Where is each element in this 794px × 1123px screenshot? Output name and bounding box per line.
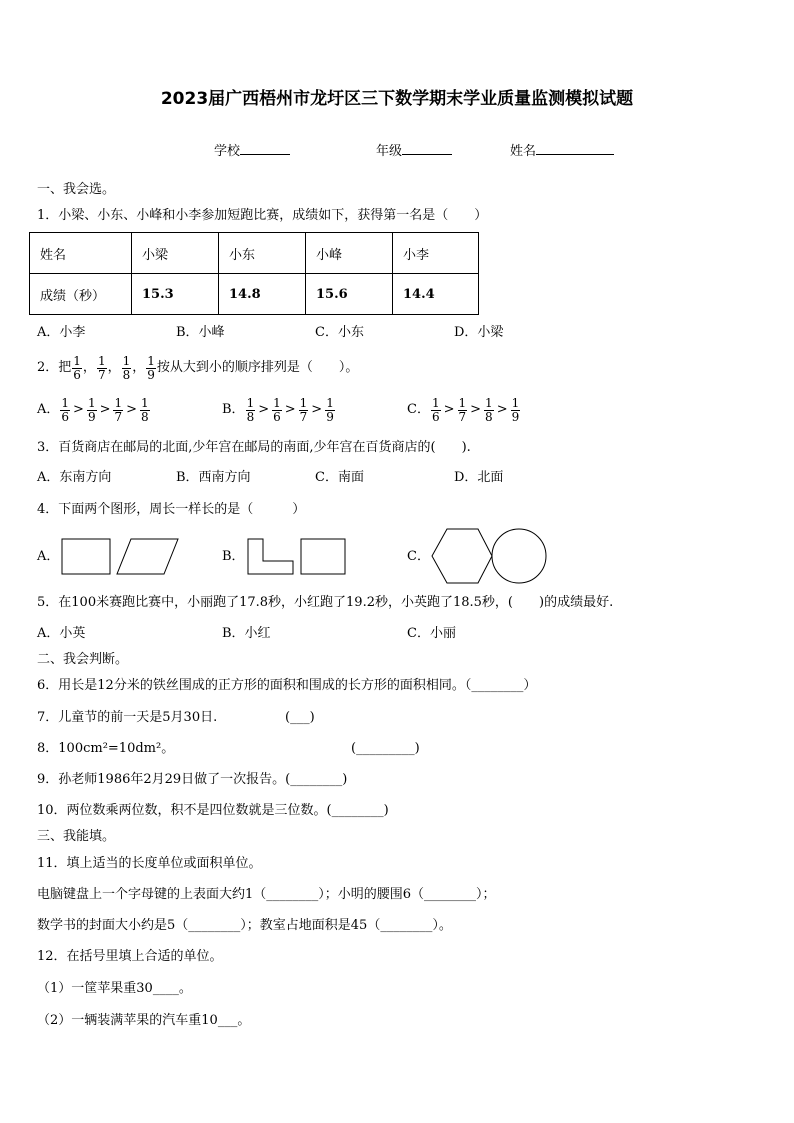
table-cell: 姓名: [30, 233, 132, 274]
fraction: $\frac{1}{9}$: [147, 353, 155, 382]
page-title: 2023届广西梧州市龙圩区三下数学期末学业质量监测模拟试题: [160, 89, 634, 109]
q3-option-a[interactable]: A．东南方向: [37, 470, 112, 485]
q8-answer-blank[interactable]: (_________): [351, 741, 420, 756]
fraction: $\frac{1}{7}$: [458, 395, 467, 424]
q2-option-c[interactable]: C． $\frac{1}{6}$ > $\frac{1}{7}$ > $\frac{1}{8}$ > $\frac{1}{9}$: [407, 395, 520, 424]
q1-option-d[interactable]: D．小梁: [454, 325, 504, 340]
question-11: 11．填上适当的长度单位或面积单位。: [37, 856, 262, 871]
fraction: $\frac{1}{6}$: [273, 395, 281, 424]
table-cell: 15.3: [132, 274, 219, 315]
table-cell: 小峰: [306, 233, 393, 274]
table-cell: 14.8: [219, 274, 306, 315]
q1-option-a[interactable]: A．小李: [37, 325, 86, 340]
question-6: 6．用长是12分米的铁丝围成的正方形的面积和围成的长方形的面积相同。（________）: [37, 678, 537, 693]
name-label: 姓名: [510, 144, 537, 159]
question-8: 8．100cm²=10dm²。: [37, 741, 175, 756]
question-1: 1．小梁、小东、小峰和小李参加短跑比赛，成绩如下，获得第一名是（ ）: [37, 208, 488, 223]
q11-line-1: 电脑键盘上一个字母键的上表面大约1（________）；小明的腰围6（________）；: [37, 887, 496, 902]
fraction: $\frac{1}{6}$: [73, 353, 81, 382]
question-5: 5．在100米赛跑比赛中，小丽跑了17.8秒，小红跑了19.2秒，小英跑了18.5秒，( )的成绩最好.: [37, 595, 614, 610]
fraction: $\frac{1}{8}$: [141, 395, 149, 424]
q2-option-b[interactable]: B． $\frac{1}{8}$ > $\frac{1}{6}$ > $\frac{1}{7}$ > $\frac{1}{9}$: [222, 395, 334, 424]
q3-option-d[interactable]: D．北面: [454, 470, 504, 485]
table-cell: 14.4: [393, 274, 479, 315]
q3-option-b[interactable]: B．西南方向: [176, 470, 251, 485]
q7-answer-blank[interactable]: (___): [285, 710, 315, 725]
fraction: $\frac{1}{6}$: [61, 395, 70, 424]
q11-line-2: 数学书的封面大小约是5（________）；教室占地面积是45（________）。: [37, 918, 452, 933]
table-cell: 小东: [219, 233, 306, 274]
question-4: 4．下面两个图形，周长一样长的是（ ）: [37, 502, 306, 517]
square-shape: [62, 539, 110, 574]
q5-option-c[interactable]: C．小丽: [407, 626, 456, 641]
l-shape: [248, 539, 293, 574]
question-2: 2．把 $\frac{1}{6}$ ， $\frac{1}{7}$ ， $\frac{1}{8}$ ， $\frac{1}{9}$ 按从大到小的顺序排列是（ ）。: [37, 353, 359, 382]
q5-option-b[interactable]: B．小红: [222, 626, 271, 641]
q4-option-c[interactable]: C．: [407, 549, 430, 564]
fraction: $\frac{1}{9}$: [511, 395, 520, 424]
question-10: 10．两位数乘两位数，积不是四位数就是三位数。(________): [37, 803, 389, 818]
q12-sub-2: （2）一辆装满苹果的汽车重10___。: [37, 1013, 251, 1028]
parallelogram-shape: [117, 539, 178, 574]
question-7: 7．儿童节的前一天是5月30日.: [37, 710, 218, 725]
fraction: $\frac{1}{8}$: [122, 353, 131, 382]
question-9: 9．孙老师1986年2月29日做了一次报告。(________): [37, 772, 348, 787]
question-12: 12．在括号里填上合适的单位。: [37, 949, 223, 964]
section-heading: 二、我会判断。: [37, 652, 129, 667]
q12-sub-1: （1）一筐苹果重30____。: [37, 981, 192, 996]
question-3: 3．百货商店在邮局的北面,少年宫在邮局的南面,少年宫在百货商店的( ).: [37, 440, 471, 455]
q2-suffix: 按从大到小的顺序排列是（ ）。: [156, 360, 359, 375]
q5-option-a[interactable]: A．小英: [37, 626, 86, 641]
q1-option-b[interactable]: B．小峰: [176, 325, 225, 340]
fraction: $\frac{1}{9}$: [326, 395, 334, 424]
grade-label: 年级: [376, 144, 403, 159]
q2-prefix: 2．把: [37, 360, 72, 375]
table-cell: 15.6: [306, 274, 393, 315]
school-label: 学校: [214, 144, 241, 159]
q1-option-c[interactable]: C．小东: [315, 325, 364, 340]
table-cell: 小梁: [132, 233, 219, 274]
square-shape: [301, 539, 345, 574]
section-heading: 一、我会选。: [37, 182, 116, 197]
fraction: $\frac{1}{8}$: [485, 395, 493, 424]
table-cell: 成绩（秒）: [30, 274, 132, 315]
q2-option-a[interactable]: A． $\frac{1}{6}$ > $\frac{1}{9}$ > $\frac{1}{7}$ > $\frac{1}{8}$: [37, 395, 149, 424]
fraction: $\frac{1}{9}$: [87, 395, 96, 424]
q3-option-c[interactable]: C．南面: [315, 470, 364, 485]
section-heading: 三、我能填。: [37, 829, 116, 844]
fraction: $\frac{1}{8}$: [246, 395, 255, 424]
hexagon-shape: [432, 529, 492, 583]
fraction: $\frac{1}{7}$: [97, 353, 106, 382]
fraction: $\frac{1}{7}$: [299, 395, 308, 424]
q4-option-a[interactable]: A．: [37, 549, 60, 564]
fraction: $\frac{1}{6}$: [431, 395, 440, 424]
q4-option-b[interactable]: B．: [222, 549, 245, 564]
fraction: $\frac{1}{7}$: [114, 395, 123, 424]
table-cell: 小李: [393, 233, 479, 274]
circle-shape: [492, 529, 546, 583]
